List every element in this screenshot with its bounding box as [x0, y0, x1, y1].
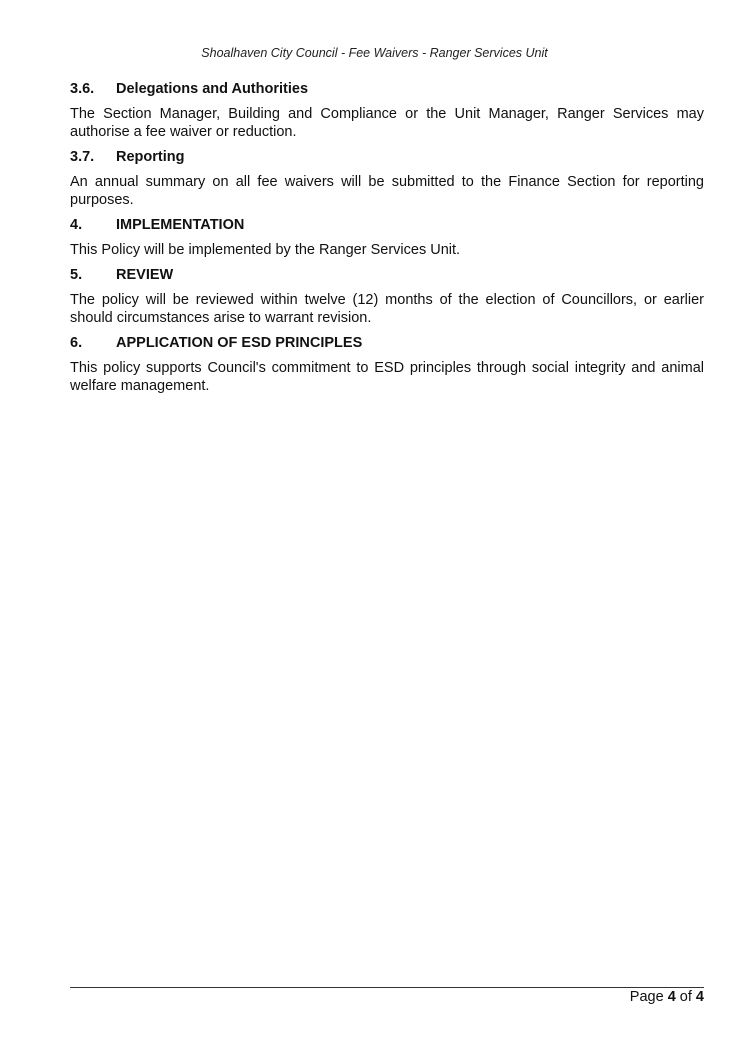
page-number [630, 988, 704, 1006]
section-title: REVIEW [116, 267, 174, 283]
page-word: Page [629, 989, 664, 1005]
footer-divider [70, 987, 704, 988]
section-title: IMPLEMENTATION [116, 217, 245, 233]
section-heading [70, 265, 704, 285]
document-body [70, 79, 704, 401]
section-heading [70, 333, 704, 353]
section-title: Reporting [116, 149, 185, 165]
section-paragraph: The policy will be reviewed within twelve (12) months of the election of Councillors, or earlier should circumstances arise to warrant revision. [70, 292, 704, 326]
section-paragraph: The Section Manager, Building and Compliance or the Unit Manager, Ranger Services may authorise a fee waiver or reduction. [70, 106, 704, 140]
total-pages: 4 [695, 989, 704, 1005]
section-number: 4. [70, 217, 83, 233]
section-reporting [70, 147, 704, 209]
section-number: 3.6. [70, 81, 95, 97]
section-heading [70, 79, 704, 99]
section-number: 5. [70, 267, 83, 283]
section-review [70, 265, 704, 327]
section-paragraph: An annual summary on all fee waivers will be submitted to the Finance Section for reporting purposes. [70, 174, 704, 208]
section-number: 6. [70, 335, 83, 351]
current-page: 4 [667, 989, 676, 1005]
of-word: of [679, 989, 692, 1005]
section-paragraph: This Policy will be implemented by the Ranger Services Unit. [70, 242, 461, 258]
section-paragraph: This policy supports Council's commitment to ESD principles through social integrity and animal welfare management. [70, 360, 704, 394]
section-title: Delegations and Authorities [116, 81, 309, 97]
section-heading [70, 215, 704, 235]
section-delegations [70, 79, 704, 141]
section-heading [70, 147, 704, 167]
section-esd-principles [70, 333, 704, 395]
section-number: 3.7. [70, 149, 95, 165]
running-header: Shoalhaven City Council - Fee Waivers - Ranger Services Unit [201, 46, 548, 60]
section-title: APPLICATION OF ESD PRINCIPLES [116, 335, 363, 351]
section-implementation [70, 215, 704, 259]
